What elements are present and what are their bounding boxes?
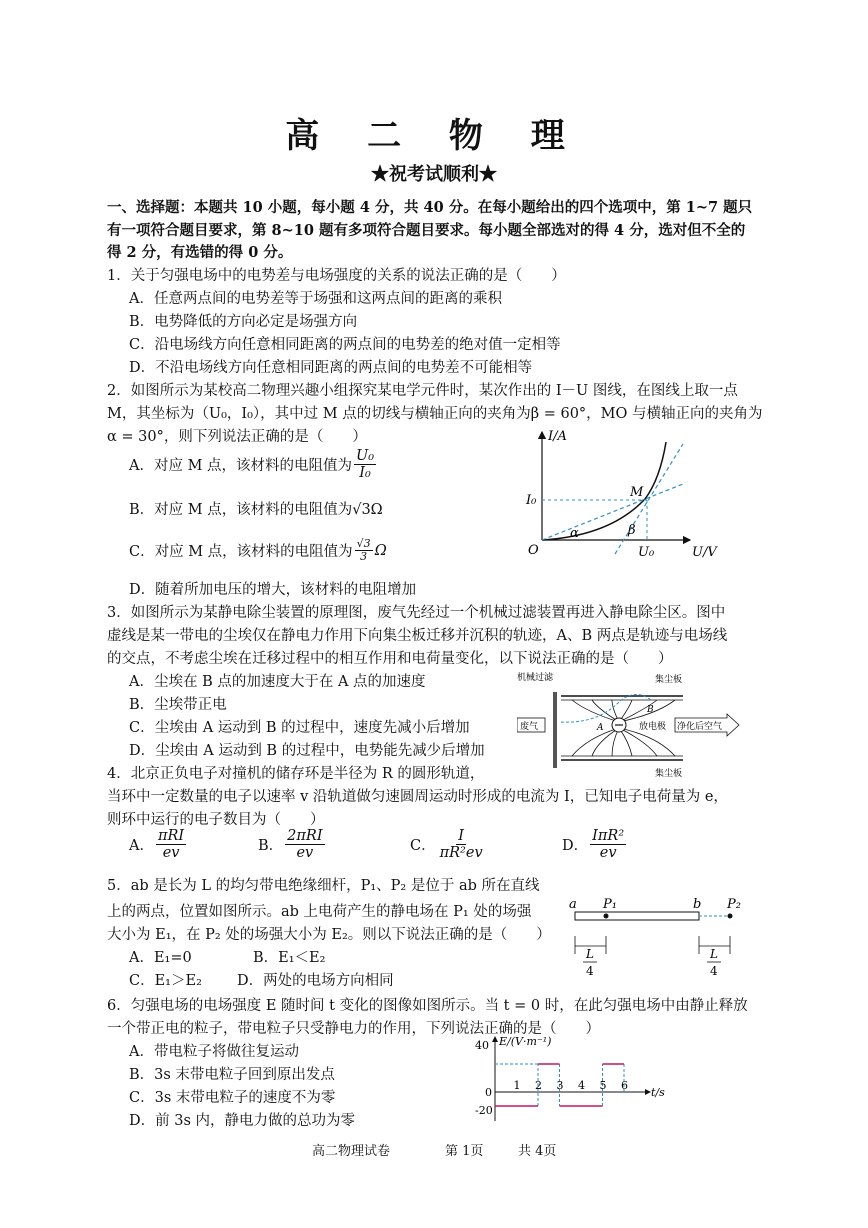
q1-option-d: D．不沿电场线方向任意相同距离的两点间的电势差不可能相等 [129,360,533,376]
q6-xtick-1: 1 [513,1079,521,1092]
q4-option-d-denominator: ev [599,845,617,861]
q2-stem-line2: M，其坐标为（U₀，I₀），其中过 M 点的切线与横轴正向的夹角为β = 60°，MO 与横轴正向的夹角为 [107,406,763,422]
section-instructions-line2: 有一项符合题目要求，第 8~10 题有多项符合题目要求。每小题全部选对的得 4 分，选对但不全的 [107,222,746,239]
q6-xtick-5: 5 [599,1079,607,1092]
q1-option-a: A．任意两点间的电势差等于场强和这两点间的距离的乘积 [129,291,502,307]
q6-xlabel: t/s [651,1086,665,1099]
q4-option-d-numerator: IπR² [592,828,625,844]
q5-label-b: b [693,897,702,912]
q6-option-c: C．3s 末带电粒子的速度不为零 [129,1090,336,1106]
q4-option-a-numerator: πRI [157,828,185,844]
q5-rod [575,912,699,920]
q4-option-b [258,828,327,861]
q2-option-c-unit: Ω [374,542,387,559]
q6-xtick-6: 6 [621,1079,628,1092]
q6-x-tick-labels [514,1079,629,1092]
q2-option-a-text: A．对应 M 点，该材料的电阻值为 [129,458,353,474]
footer-total: 共 4页 [518,1144,557,1159]
q6-ytick-0: 0 [485,1086,492,1099]
section-instructions-line3: 得 2 分，有选错的得 0 分。 [107,244,293,261]
q4-stem-line3: 则环中运行的电子数目为（ ） [107,812,325,828]
q2-option-c-numerator: √3 [356,537,371,550]
q3-precipitator-figure [517,672,747,780]
q5-stem-line2: 上的两点，位置如图所示。ab 上电荷产生的静电场在 P₁ 处的场强 [107,904,532,920]
q6-ytick-40: 40 [475,1039,489,1052]
q4-option-c [410,828,487,861]
q2-option-c [129,538,387,563]
q4-option-a-fraction [156,828,186,861]
q2-point-m: M [630,485,644,500]
q3-filter-plate [553,692,557,768]
q4-option-b-numerator: 2πRI [287,828,323,844]
q5-rod-figure [565,896,755,986]
q6-xtick-2: 2 [535,1079,542,1092]
q3-top-plate-label: 集尘板 [655,675,683,685]
q4-stem-line1: 4．北京正负电子对撞机的储存环是半径为 R 的圆形轨道， [107,766,485,782]
q3-option-a: A．尘埃在 B 点的加速度大于在 A 点的加速度 [129,674,426,690]
q1-stem: 1．关于匀强电场中的电势差与电场强度的关系的说法正确的是（ ） [107,268,566,284]
q2-option-c-text: C．对应 M 点，该材料的电阻值为 [129,544,353,560]
q6-xtick-3: 3 [556,1079,564,1092]
q2-i0-label: I₀ [526,493,537,508]
q3-bottom-plate-label: 集尘板 [655,769,683,779]
q2-iu-graph [520,424,730,564]
q3-stem-line1: 3．如图所示为某静电除尘装置的原理图，废气先经过一个机械过滤装置再进入静电除尘区。图中 [107,605,726,621]
q4-option-c-letter: C． [410,838,436,854]
q2-mo-line [542,484,683,540]
q2-option-a-denominator: I₀ [359,465,371,481]
q5-left-l: L [586,947,594,961]
q5-p2-dot [728,914,733,919]
q1-option-c: C．沿电场线方向任意相同距离的两点间的电势差的绝对值一定相等 [129,337,561,353]
q4-option-d-letter: D． [562,838,589,854]
footer-name: 高二物理试卷 [312,1144,391,1159]
q5-right-four: 4 [710,964,718,978]
q6-ytick-neg20: -20 [475,1104,493,1117]
q4-option-a [129,828,188,861]
q4-option-c-numerator: I [458,828,464,844]
q5-stem-line1: 5．ab 是长为 L 的均匀带电绝缘细杆，P₁、P₂ 是位于 ab 所在直线 [107,878,540,894]
q4-option-a-letter: A． [129,838,154,854]
q6-xtick-4: 4 [578,1079,585,1092]
q2-stem-line3: α = 30°，则下列说法正确的是（ ） [107,429,367,445]
q3-stem-line2: 虚线是某一带电的尘埃仅在静电力作用下向集尘板迁移并沉积的轨迹，A、B 两点是轨迹与电场线 [107,628,728,644]
q6-et-chart [475,1035,675,1125]
q3-filter-label: 机械过滤 [517,673,554,683]
page-subtitle: ★祝考试顺利★ [371,164,497,185]
q5-right-l: L [710,947,718,961]
q2-u0-label: U₀ [638,545,655,560]
q5-p1-dot [604,914,609,919]
q6-option-d: D．前 3s 内，静电力做的总功为零 [129,1113,356,1129]
q2-option-c-denominator: 3 [360,550,368,563]
q2-origin: O [528,543,539,558]
q6-option-a: A．带电粒子将做往复运动 [129,1044,299,1060]
section-instructions-line1: 一、选择题：本题共 10 小题，每小题 4 分，共 40 分。在每小题给出的四个选项中，第 1~7 题只 [107,199,753,216]
q3-option-c: C．尘埃由 A 运动到 B 的过程中，速度先减小后增加 [129,720,470,736]
q5-stem-line3: 大小为 E₁，在 P₂ 处的场强大小为 E₂。则以下说法正确的是（ ） [107,927,551,943]
q2-option-b: B．对应 M 点，该材料的电阻值为√3Ω [129,502,383,518]
footer-page: 第 1页 [445,1144,484,1159]
q2-stem-line1: 2．如图所示为某校高二物理兴趣小组探究某电学元件时，某次作出的 I－U 图线，在图线上取一点 [107,383,738,399]
q4-option-a-denominator: ev [162,845,180,861]
q5-label-a: a [569,897,577,912]
page-title: 高 二 物 理 [285,116,583,156]
q2-option-d: D．随着所加电压的增大，该材料的电阻增加 [129,582,417,598]
q3-option-b: B．尘埃带正电 [129,697,227,713]
q2-option-a [129,448,378,481]
q5-option-a: A．E₁=0 [129,950,192,966]
q3-electrode-label: 放电极 [639,722,667,732]
q2-option-a-fraction [354,448,376,481]
q3-point-b: B [647,705,654,715]
q6-stem-line2: 一个带正电的粒子，带电粒子只受静电力的作用，下列说法正确的是（ ） [107,1021,600,1037]
q4-option-d [562,828,628,861]
q6-option-b: B．3s 末带电粒子回到原出发点 [129,1067,335,1083]
q3-point-a: A [597,723,604,733]
q5-option-d: D．两处的电场方向相同 [237,973,394,989]
q5-option-c: C．E₁＞E₂ [129,973,202,989]
q4-stem-line2: 当环中一定数量的电子以速率 v 沿轨道做匀速圆周运动时形成的电流为 I，已知电子电荷量为 e， [107,789,728,805]
q4-option-c-fraction [438,828,485,861]
q6-stem-line1: 6．匀强电场的电场强度 E 随时间 t 变化的图像如图所示。当 t = 0 时，在此匀强电场中由静止释放 [107,998,748,1014]
q5-left-four: 4 [586,964,594,978]
q4-option-b-denominator: ev [296,845,314,861]
q2-ylabel: I/A [548,429,567,444]
q4-option-b-letter: B． [258,838,284,854]
q5-label-p1: P₁ [603,897,617,912]
q2-option-a-numerator: U₀ [356,448,375,464]
q3-waste-label: 废气 [520,722,539,732]
q3-option-d: D．尘埃由 A 运动到 B 的过程中，电势能先减少后增加 [129,743,485,759]
q4-option-d-fraction [590,828,626,861]
q5-label-p2: P₂ [727,897,741,912]
q2-beta: β [628,523,636,538]
q6-ylabel: E/(V·m⁻¹) [499,1035,552,1048]
q2-xlabel: U/V [692,545,717,560]
q3-stem-line3: 的交点，不考虑尘埃在迁移过程中的相互作用和电荷量变化，以下说法正确的是（ ） [107,651,673,667]
q1-option-b: B．电势降低的方向必定是场强方向 [129,314,358,330]
q2-alpha: α [570,526,579,541]
q5-option-b: B．E₁＜E₂ [253,950,326,966]
q3-clean-label: 净化后空气 [677,722,723,732]
q2-tangent-line [615,444,683,554]
q4-option-c-denominator: πR²ev [439,845,483,861]
q4-option-b-fraction [285,828,324,861]
q2-option-c-fraction [355,538,373,563]
